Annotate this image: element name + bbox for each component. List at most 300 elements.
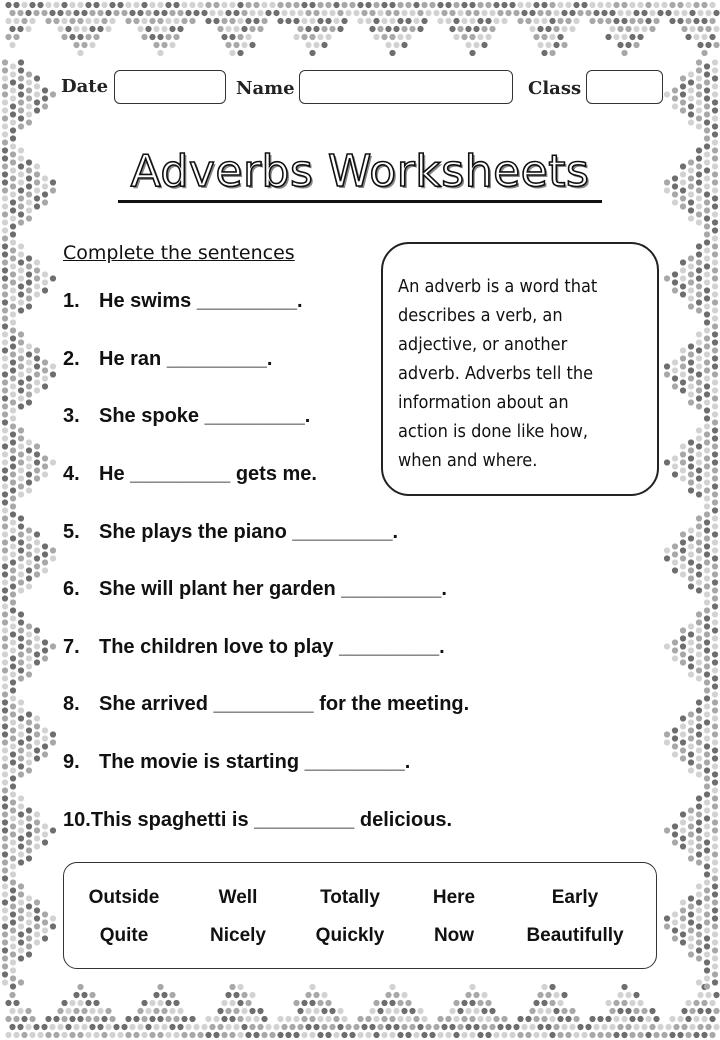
border-dot [709,1000,715,1006]
border-dot [669,1016,675,1022]
border-dot [481,10,487,16]
answer-blank[interactable]: _________ [204,405,305,427]
border-dot [712,843,718,849]
border-dot [545,1008,551,1014]
border-dot [413,1032,419,1038]
border-dot [10,535,16,541]
border-dot [409,1024,415,1030]
border-dot [397,1032,403,1038]
border-dot [317,34,323,40]
border-dot [373,34,379,40]
border-dot [18,219,24,225]
border-dot [705,992,711,998]
border-dot [26,375,32,381]
border-dot [712,971,718,977]
border-dot [688,343,694,349]
border-dot [65,10,71,16]
border-dot [712,203,718,209]
border-dot [672,287,678,293]
border-dot [2,235,8,241]
border-dot [317,1000,323,1006]
border-dot [537,1008,543,1014]
border-dot [704,839,710,845]
border-dot [26,527,32,533]
border-dot [69,34,75,40]
border-dot [26,543,32,549]
border-dot [13,34,19,40]
border-dot [18,627,24,633]
word-bank-item: Early [551,887,599,908]
border-dot [585,10,591,16]
border-dot [704,935,710,941]
border-dot [585,1024,591,1030]
border-dot [704,951,710,957]
border-dot [712,379,718,385]
border-dot [10,671,16,677]
border-dot [557,1016,563,1022]
border-dot [26,575,32,581]
border-dot [237,50,243,56]
border-dot [705,26,711,32]
border-dot [157,984,163,990]
border-dot [541,2,547,8]
border-dot [712,931,718,937]
border-dot [26,623,32,629]
border-dot [421,18,427,24]
border-dot [688,671,694,677]
border-dot [321,1024,327,1030]
border-dot [688,815,694,821]
border-dot [10,495,16,501]
border-dot [696,115,702,121]
question-text: The children love to play [99,636,334,658]
border-dot [81,1008,87,1014]
border-dot [696,123,702,129]
border-dot [26,471,32,477]
border-dot [10,591,16,597]
answer-blank[interactable]: _________ [130,463,231,485]
border-dot [389,1032,395,1038]
question-number: 1. [63,290,80,312]
border-dot [42,559,48,565]
border-dot [517,1016,523,1022]
border-dot [10,303,16,309]
border-dot [42,911,48,917]
border-dot [177,1024,183,1030]
border-dot [34,379,40,385]
border-dot [712,259,718,265]
border-dot [50,915,56,921]
answer-blank[interactable]: _________ [339,636,440,658]
border-dot [541,50,547,56]
border-dot [157,18,163,24]
answer-blank[interactable]: _________ [341,578,442,600]
border-dot [672,367,678,373]
border-dot [688,87,694,93]
border-dot [381,2,387,8]
border-dot [696,931,702,937]
border-dot [10,695,16,701]
border-dot [461,1016,467,1022]
border-dot [389,1016,395,1022]
border-dot [704,855,710,861]
border-dot [105,10,111,16]
border-dot [61,18,67,24]
border-dot [93,1032,99,1038]
border-dot [704,663,710,669]
border-dot [361,10,367,16]
border-dot [677,1016,683,1022]
border-dot [704,327,710,333]
border-dot [537,1024,543,1030]
border-dot [37,1032,43,1038]
border-dot [285,1016,291,1022]
answer-blank[interactable]: _________ [254,809,355,831]
border-dot [704,519,710,525]
border-dot [688,839,694,845]
border-dot [10,359,16,365]
border-dot [10,903,16,909]
answer-blank[interactable]: _________ [292,521,393,543]
border-dot [385,1008,391,1014]
border-dot [712,403,718,409]
border-dot [672,647,678,653]
border-dot [688,447,694,453]
border-dot [688,895,694,901]
border-dot [10,439,16,445]
border-dot [680,99,686,105]
border-dot [34,571,40,577]
border-dot [10,223,16,229]
border-dot [589,18,595,24]
question-6 [63,578,447,601]
border-dot [2,955,8,961]
border-dot [161,1024,167,1030]
border-dot [449,10,455,16]
border-dot [672,935,678,941]
question-1 [63,290,303,313]
answer-blank[interactable]: _________ [304,751,405,773]
border-dot [141,1000,147,1006]
border-dot [2,659,8,665]
date-field[interactable] [114,70,226,104]
border-dot [225,992,231,998]
border-dot [18,99,24,105]
border-dot [541,18,547,24]
border-dot [561,992,567,998]
border-dot [704,535,710,541]
border-dot [649,26,655,32]
border-dot [213,18,219,24]
question-number: 9. [63,751,80,773]
border-dot [696,843,702,849]
border-dot [189,1032,195,1038]
border-dot [704,87,710,93]
border-dot [245,1000,251,1006]
border-dot [10,271,16,277]
border-dot [18,715,24,721]
border-dot [704,959,710,965]
question-end: . [441,578,447,600]
border-dot [561,1008,567,1014]
border-dot [293,1000,299,1006]
word-bank-item: Now [433,925,475,946]
border-dot [109,18,115,24]
border-dot [704,919,710,925]
border-dot [712,67,718,73]
border-dot [704,495,710,501]
border-dot [696,451,702,457]
word-bank-item: Nicely [210,925,266,946]
border-dot [50,459,56,465]
border-dot [680,283,686,289]
border-dot [10,287,16,293]
border-dot [81,992,87,998]
border-dot [461,34,467,40]
border-dot [712,811,718,817]
border-dot [2,91,8,97]
border-dot [712,235,718,241]
border-dot [481,1024,487,1030]
border-dot [285,1032,291,1038]
border-dot [417,10,423,16]
border-dot [313,42,319,48]
border-dot [429,1032,435,1038]
border-dot [42,639,48,645]
border-dot [18,619,24,625]
border-dot [18,123,24,129]
border-dot [688,567,694,573]
border-dot [401,1024,407,1030]
border-dot [10,391,16,397]
border-dot [50,643,56,649]
border-dot [42,727,48,733]
border-dot [45,18,51,24]
border-dot [18,843,24,849]
border-dot [712,611,718,617]
border-dot [2,451,8,457]
border-dot [704,335,710,341]
border-dot [217,1024,223,1030]
border-dot [333,18,339,24]
border-dot [696,67,702,73]
definition-line: adjective, or another [398,334,568,355]
border-dot [672,359,678,365]
border-dot [688,471,694,477]
border-dot [253,1032,259,1038]
border-dot [149,1000,155,1006]
border-dot [233,26,239,32]
border-dot [50,363,56,369]
question-end: . [404,751,411,773]
border-dot [85,18,91,24]
border-dot [301,2,307,8]
border-dot [688,943,694,949]
border-dot [10,471,16,477]
border-dot [257,1024,263,1030]
border-dot [18,403,24,409]
border-dot [541,1032,547,1038]
border-dot [689,26,695,32]
border-dot [149,34,155,40]
border-dot [413,2,419,8]
border-dot [25,1024,31,1030]
border-dot [18,251,24,257]
answer-blank[interactable]: _________ [166,348,267,370]
border-dot [2,219,8,225]
border-dot [2,963,8,969]
border-dot [649,1008,655,1014]
border-dot [457,1008,463,1014]
border-dot [525,2,531,8]
border-dot [605,1016,611,1022]
border-dot [712,707,718,713]
border-dot [704,231,710,237]
border-dot [712,363,718,369]
border-dot [2,403,8,409]
border-dot [513,1024,519,1030]
border-dot [633,1024,639,1030]
border-dot [405,34,411,40]
border-dot [469,2,475,8]
border-dot [73,992,79,998]
border-dot [680,387,686,393]
border-dot [696,275,702,281]
border-dot [645,1032,651,1038]
border-dot [533,18,539,24]
border-dot [361,1024,367,1030]
border-dot [497,10,503,16]
border-dot [680,643,686,649]
border-dot [10,863,16,869]
border-dot [625,992,631,998]
name-field[interactable] [299,70,513,104]
border-dot [513,10,519,16]
border-dot [18,915,24,921]
border-dot [449,26,455,32]
border-dot [26,207,32,213]
border-dot [709,34,715,40]
border-dot [18,91,24,97]
border-dot [221,1032,227,1038]
border-dot [13,18,19,24]
border-dot [689,1024,695,1030]
border-dot [561,42,567,48]
border-dot [712,571,718,577]
border-dot [42,751,48,757]
border-dot [42,743,48,749]
border-dot [2,331,8,337]
border-dot [18,483,24,489]
border-dot [26,399,32,405]
border-dot [704,655,710,661]
border-dot [621,2,627,8]
border-dot [525,18,531,24]
border-dot [712,675,718,681]
border-dot [26,919,32,925]
border-dot [712,267,718,273]
border-dot [26,711,32,717]
border-dot [696,851,702,857]
border-dot [18,203,24,209]
border-dot [664,91,670,97]
border-dot [317,18,323,24]
border-dot [417,1024,423,1030]
border-dot [680,715,686,721]
answer-blank[interactable]: _________ [196,290,297,312]
class-field[interactable] [586,70,663,104]
border-dot [712,323,718,329]
border-dot [688,919,694,925]
border-dot [549,1000,555,1006]
border-dot [265,10,271,16]
question-number: 6. [63,578,80,600]
border-dot [385,10,391,16]
border-dot [696,459,702,465]
border-dot [629,1016,635,1022]
border-dot [189,2,195,8]
border-dot [173,34,179,40]
border-dot [693,1016,699,1022]
border-dot [173,2,179,8]
border-dot [704,263,710,269]
border-dot [712,467,718,473]
border-dot [26,583,32,589]
border-dot [26,439,32,445]
border-dot [301,34,307,40]
border-dot [273,1024,279,1030]
border-dot [649,1024,655,1030]
border-dot [509,2,515,8]
border-dot [609,1008,615,1014]
border-dot [73,26,79,32]
border-dot [704,207,710,213]
question-end: . [392,521,399,543]
border-dot [205,2,211,8]
border-dot [2,139,8,145]
border-dot [704,599,710,605]
border-dot [10,519,16,525]
border-dot [493,1032,499,1038]
border-dot [573,18,579,24]
answer-blank[interactable]: _________ [213,693,314,715]
border-dot [2,427,8,433]
border-dot [529,1024,535,1030]
border-dot [704,847,710,853]
border-dot [421,1032,427,1038]
border-dot [457,26,463,32]
border-dot [329,26,335,32]
border-dot [2,571,8,577]
border-dot [712,763,718,769]
border-dot [2,251,8,257]
border-dot [18,883,24,889]
border-dot [285,18,291,24]
border-dot [704,279,710,285]
border-dot [10,927,16,933]
border-dot [704,135,710,141]
border-dot [577,1024,583,1030]
border-dot [345,1024,351,1030]
border-dot [257,26,263,32]
border-dot [553,1008,559,1014]
border-dot [26,303,32,309]
border-dot [704,911,710,917]
border-dot [465,992,471,998]
border-dot [696,619,702,625]
border-dot [45,2,51,8]
border-dot [10,767,16,773]
